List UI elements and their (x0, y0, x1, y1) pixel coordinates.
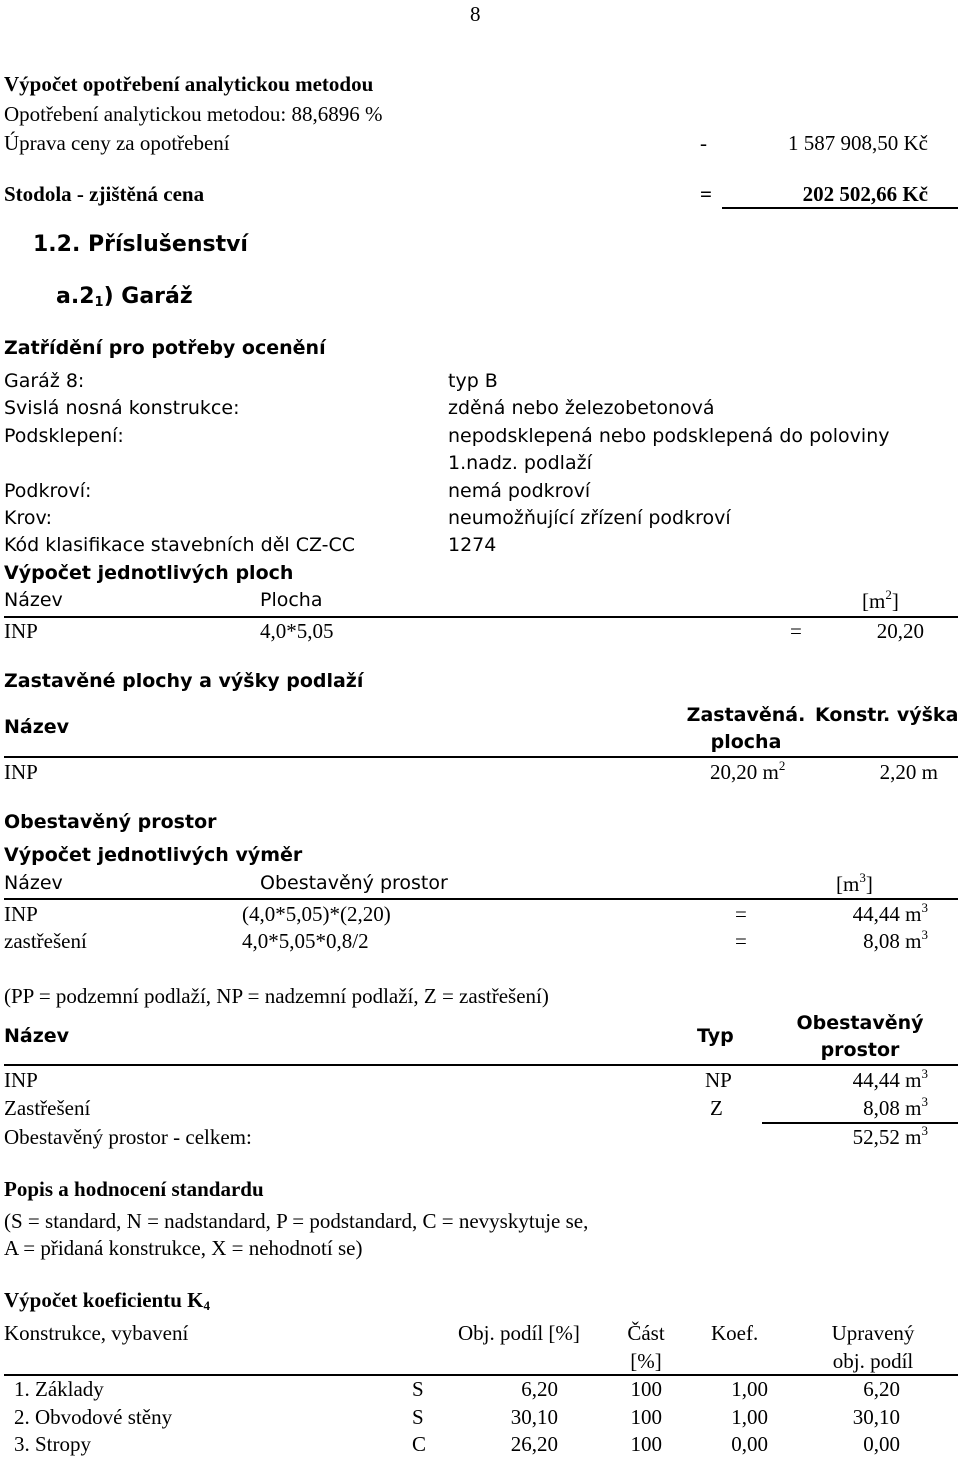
wear-result-label: Stodola - zjištěná cena (4, 182, 205, 206)
k4-row-name: 1. Základy (14, 1377, 104, 1401)
areas-row-formula: 4,0*5,05 (260, 619, 334, 643)
k4-row-share: 26,20 (510, 1432, 558, 1456)
k4-row-name: 2. Obvodové stěny (14, 1405, 173, 1429)
class-label-attic: Podkroví: (4, 480, 92, 502)
summary-row-value: 8,08 $m^3$ (863, 1094, 928, 1120)
class-label-roof: Krov: (4, 507, 53, 529)
built-col-area-2: plocha (710, 731, 782, 753)
summary-row-type: Z (710, 1096, 723, 1120)
class-value-basement: nepodsklepená nebo podsklepená do poloviny (448, 425, 890, 447)
standard-heading: Popis a hodnocení standardu (4, 1177, 264, 1201)
class-value-roof: neumožňující zřízení podkroví (448, 507, 731, 529)
volume-row-value: 8,08 $m^3$ (863, 927, 928, 953)
summary-note: (PP = podzemní podlaží, NP = nadzemní podlaží, Z = zastřešení) (4, 984, 549, 1008)
k4-row-part: 100 (630, 1405, 662, 1429)
k4-row-share: 30,10 (510, 1405, 558, 1429)
volume-row-formula: (4,0*5,05)*(2,20) (242, 902, 391, 926)
k4-col-adjusted-2: obj. podíl (832, 1349, 914, 1373)
volume-row-eq: = (735, 929, 747, 953)
summary-col-name: Název (4, 1025, 70, 1047)
k4-row-coef: 1,00 (731, 1377, 768, 1401)
wear-result-sign: = (700, 182, 712, 206)
built-heading: Zastavěné plochy a výšky podlaží (4, 670, 364, 692)
wear-adjust-label: Úprava ceny za opotřebení (4, 131, 230, 155)
k4-row-part: 100 (630, 1432, 662, 1456)
volume-row-name: INP (4, 902, 38, 926)
result-underline (722, 207, 958, 209)
standard-legend-2: A = přidaná konstrukce, X = nehodnotí se) (4, 1236, 363, 1260)
wear-adjust-value: 1 587 908,50 Kč (788, 131, 928, 155)
k4-row-name: 3. Stropy (14, 1432, 92, 1456)
classification-heading: Zatřídění pro potřeby ocenění (4, 337, 326, 359)
built-col-area: Zastavěná. (686, 704, 806, 726)
summary-header-rule (4, 1064, 958, 1066)
volume-header-rule (4, 898, 958, 900)
areas-header-rule (4, 616, 958, 618)
areas-row-eq: = (790, 619, 802, 643)
wear-percentage: Opotřebení analytickou metodou: 88,6896 % (4, 102, 383, 126)
built-col-name: Název (4, 716, 70, 738)
k4-row-coef: 1,00 (731, 1405, 768, 1429)
wear-adjust-sign: - (700, 131, 707, 155)
k4-col-adjusted: Upravený (831, 1321, 915, 1345)
summary-total-value: 52,52 $m^3$ (852, 1123, 928, 1149)
summary-col-volume-2: prostor (820, 1039, 900, 1061)
k4-col-part: Část (627, 1321, 665, 1345)
class-value-structure: zděná nebo železobetonová (448, 397, 715, 419)
k4-row-std: S (412, 1377, 424, 1401)
built-col-height: Konstr. výška (815, 704, 959, 726)
summary-row-value: 44,44 $m^3$ (852, 1066, 928, 1092)
standard-legend-1: (S = standard, N = nadstandard, P = podstandard, C = nevyskytuje se, (4, 1209, 589, 1233)
volume-row-formula: 4,0*5,05*0,8/2 (242, 929, 369, 953)
summary-row-type: NP (705, 1068, 732, 1092)
volume-subheading: Výpočet jednotlivých výměr (4, 844, 303, 866)
subsection-title: $a.2_1$) Garáž (56, 284, 193, 310)
summary-row-name: Zastřešení (4, 1096, 91, 1120)
areas-row-value: 20,20 (876, 619, 924, 643)
volume-col-name: Název (4, 872, 63, 894)
section-title: 1.2. Příslušenství (33, 232, 248, 257)
class-value-attic: nemá podkroví (448, 480, 591, 502)
class-label-structure: Svislá nosná konstrukce: (4, 397, 240, 419)
k4-row-adjusted: 0,00 (863, 1432, 900, 1456)
k4-col-part-2: [%] (630, 1349, 662, 1373)
k4-col-coef: Koef. (711, 1321, 759, 1345)
built-row-area: 20,20 $m^2$ (710, 758, 786, 784)
summary-col-type: Typ (697, 1025, 734, 1047)
class-label-code: Kód klasifikace stavebních děl CZ-CC (4, 534, 356, 556)
k4-row-std: S (412, 1405, 424, 1429)
areas-heading: Výpočet jednotlivých ploch (4, 562, 294, 584)
class-value-basement-cont: 1.nadz. podlaží (448, 452, 592, 474)
volume-col-unit: $[m^3]$ (836, 870, 873, 896)
class-value-garage: typ B (448, 370, 498, 392)
class-label-garage: Garáž 8: (4, 370, 85, 392)
volume-row-name: zastřešení (4, 929, 87, 953)
areas-col-unit: $[m^2]$ (862, 587, 899, 613)
k4-row-std: C (412, 1432, 427, 1456)
k4-row-adjusted: 6,20 (863, 1377, 900, 1401)
volume-heading: Obestavěný prostor (4, 811, 217, 833)
volume-row-value: 44,44 $m^3$ (852, 900, 928, 926)
summary-total-label: Obestavěný prostor - celkem: (4, 1125, 252, 1149)
k4-row-adjusted: 30,10 (852, 1405, 900, 1429)
wear-result-value: 202 502,66 Kč (802, 182, 928, 206)
wear-heading: Výpočet opotřebení analytickou metodou (4, 72, 374, 96)
k4-col-share: Obj. podíl [%] (458, 1321, 580, 1345)
areas-row-name: INP (4, 619, 38, 643)
k4-row-coef: 0,00 (731, 1432, 768, 1456)
volume-row-eq: = (735, 902, 747, 926)
class-label-basement: Podsklepení: (4, 425, 124, 447)
volume-col-volume: Obestavěný prostor (260, 872, 448, 894)
k4-row-share: 6,20 (521, 1377, 558, 1401)
built-header-rule (4, 756, 958, 758)
areas-col-name: Název (4, 589, 63, 611)
k4-heading: Výpočet koeficientu $K_4$ (4, 1288, 210, 1313)
page-number: 8 (470, 2, 481, 26)
built-row-name: INP (4, 760, 38, 784)
areas-col-area: Plocha (260, 589, 323, 611)
summary-col-volume: Obestavěný (796, 1012, 924, 1034)
k4-col-construction: Konstrukce, vybavení (4, 1321, 189, 1345)
summary-row-name: INP (4, 1068, 38, 1092)
k4-row-part: 100 (630, 1377, 662, 1401)
k4-header-rule (4, 1374, 958, 1376)
class-value-code: 1274 (448, 534, 497, 556)
built-row-height: 2,20 m (879, 760, 938, 784)
summary-total-rule (762, 1122, 958, 1124)
